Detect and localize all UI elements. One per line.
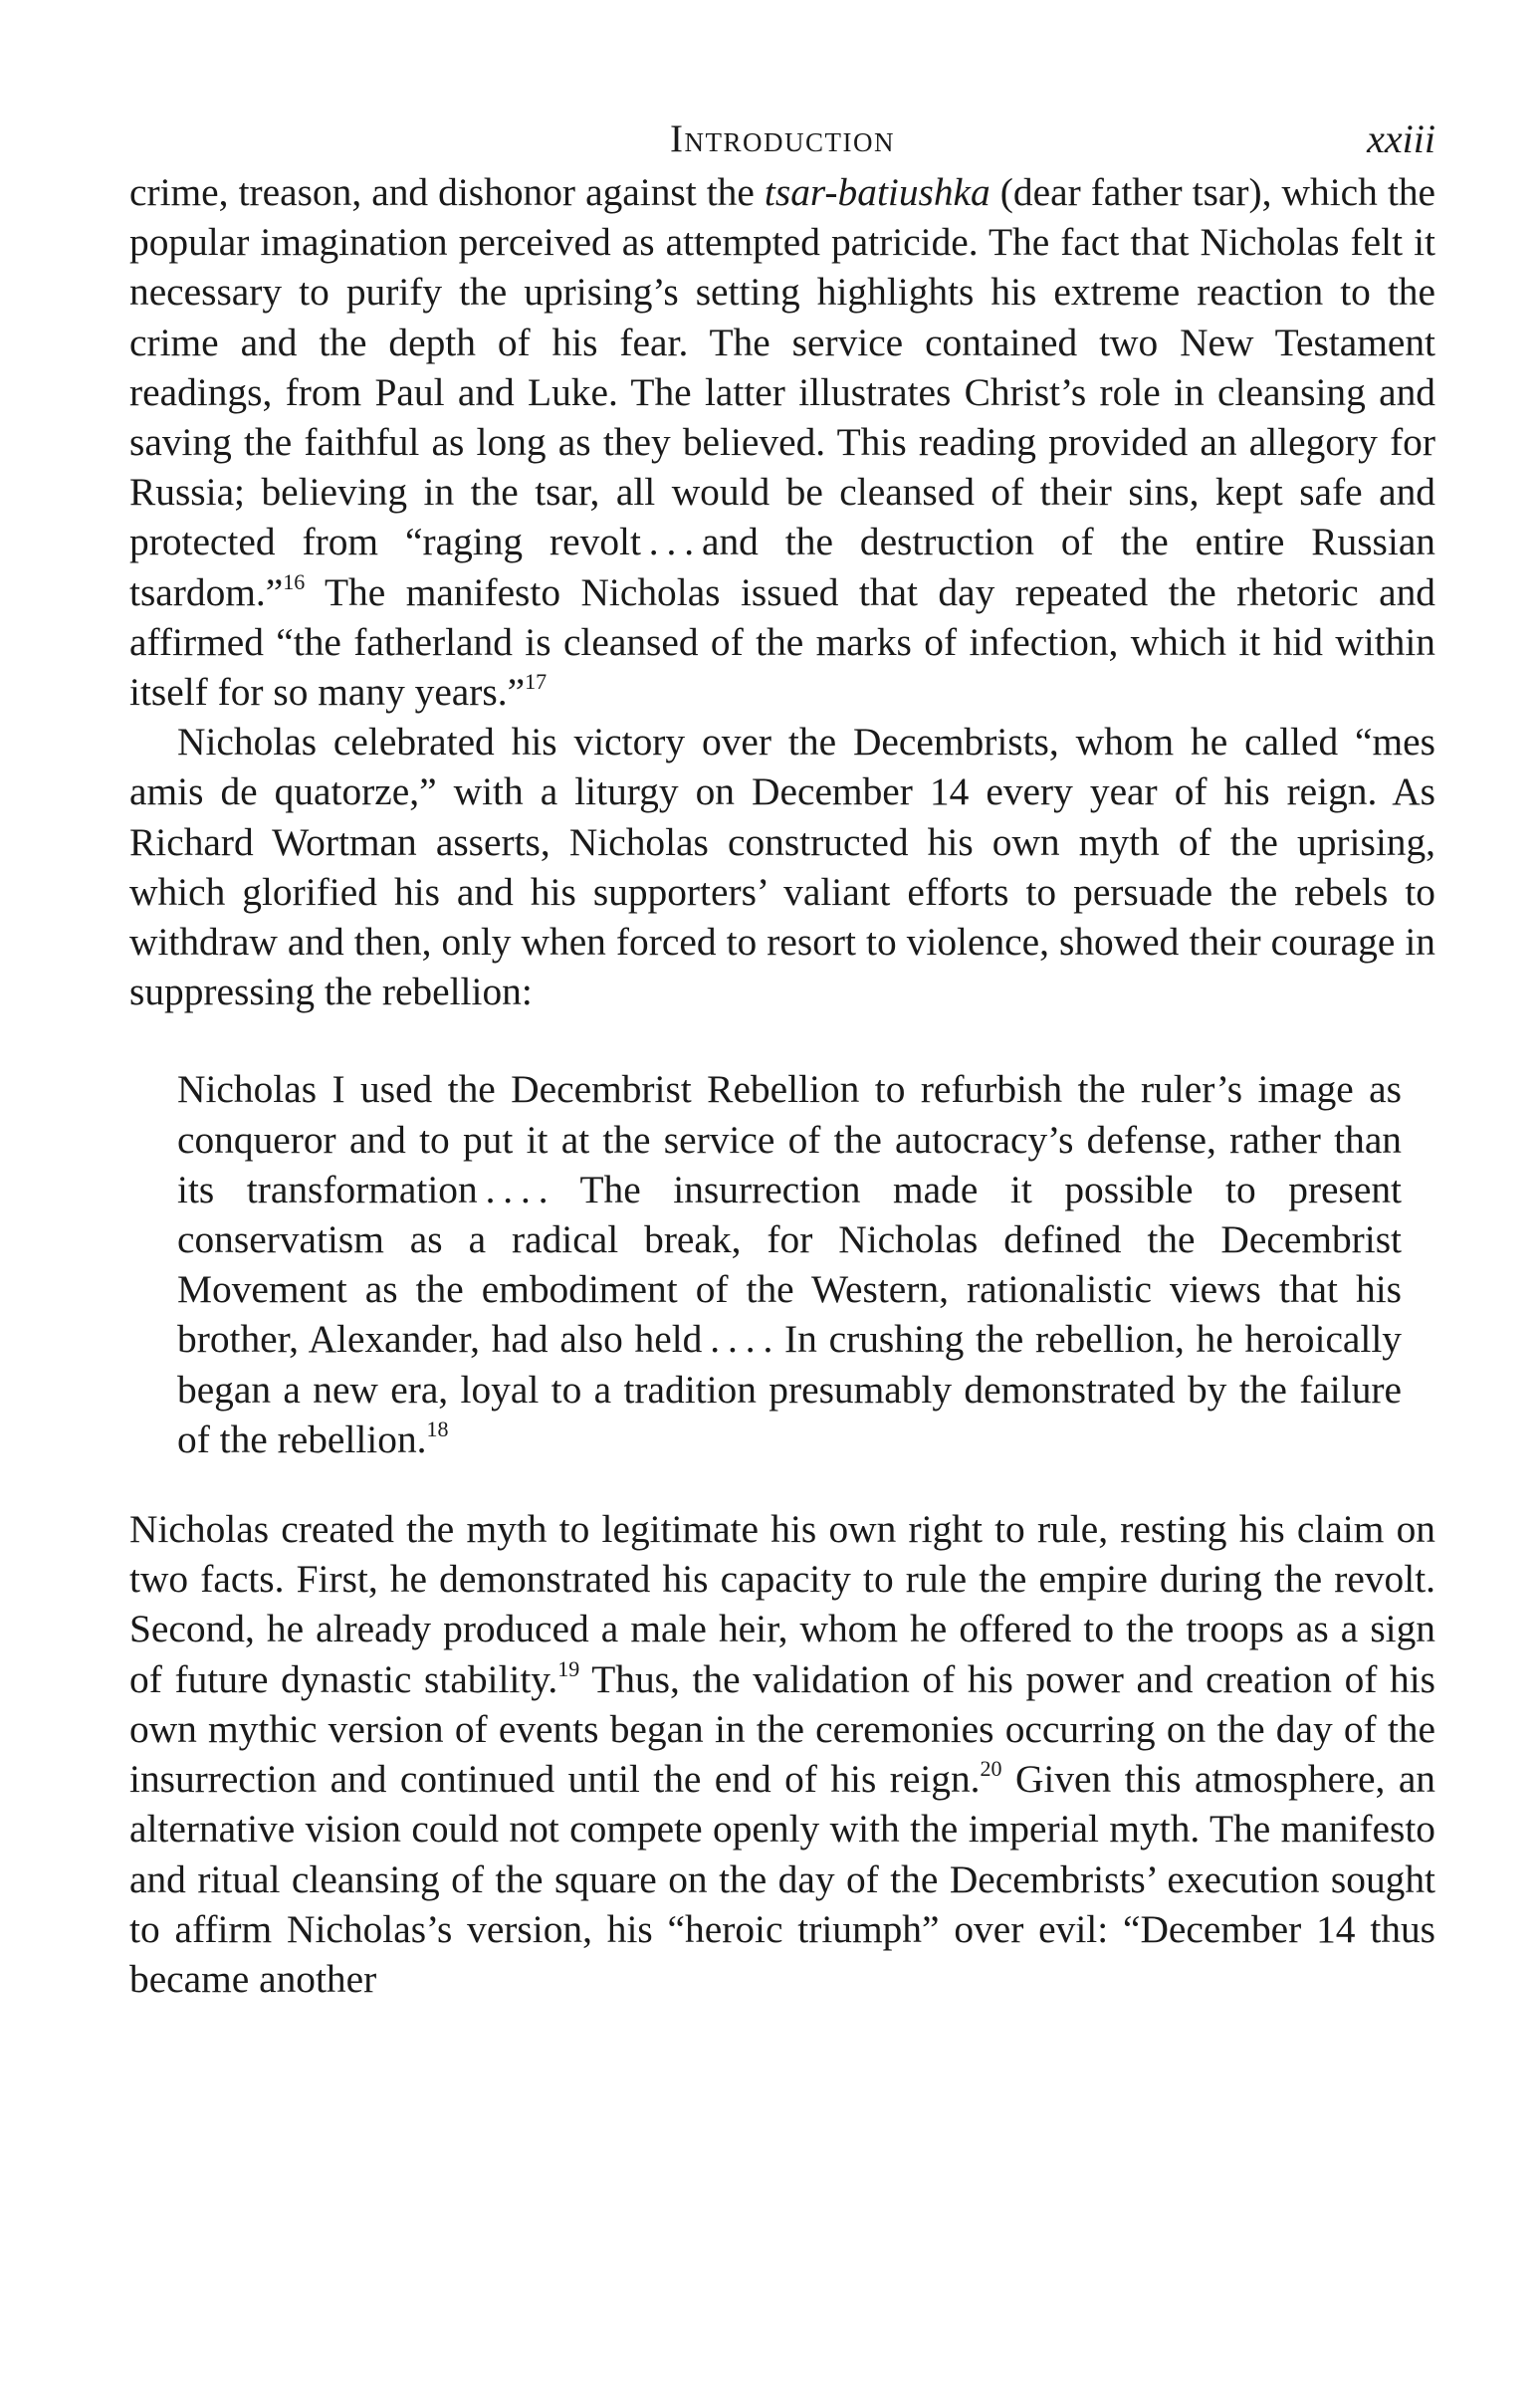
paragraph-1 xyxy=(129,167,1435,717)
footnote-marker-19: 19 xyxy=(557,1655,580,1681)
para2-text: Nicholas celebrated his victory over the Decembrists, whom he called “mes amis de quatorze,” with a liturgy on December 14 every year of his reign. As Richard Wortman asserts, Nicholas constructed his own myth of the uprising, which glorified his and his supporters’ valiant efforts to persuade the rebels to withdraw and then, only when forced to resort to violence, showed their courage in suppressing the rebellion: xyxy=(129,720,1435,1014)
para1-text-b: (dear father tsar), which the popular imagination perceived as attempted patricide. The fact that Nicholas felt it necessary to purify the uprising’s setting highlights his extreme reaction to the crime and the depth of his fear. The service contained two New Testament readings, from Paul and Luke. The latter illustrates Christ’s role in cleansing and saving the faithful as long as they believed. This reading provided an allegory for Russia; believing in the tsar, all would be cleansed of their sins, kept safe and protected from “raging revolt . . . and the destruction of the entire Russian tsardom.” xyxy=(129,170,1436,614)
block-quote xyxy=(177,1064,1402,1464)
page-header xyxy=(129,114,1435,164)
para3-text-c: Given this atmosphere, an alternative vision could not compete openly with the imperial myth. The manifesto and ritual cleansing of the square on the day of the Decembrists’ execution sought to affirm Nicholas’s version, his “heroic triumph” over evil: “December 14 thus became another xyxy=(129,1757,1435,2001)
quote-text: Nicholas I used the Decembrist Rebellion to refurbish the ruler’s image as conqueror and to put it at the service of the autocracy’s defense, rather than its transformation . . . . The insurrection made it possible to present conservatism as a radical break, for Nicholas defined the Decembrist Movement as the embodiment of the Western, rationalistic views that his brother, Alexander, had also held . . . . In crushing the rebellion, he heroically began a new era, loyal to a tradition presumably demonstrated by the failure of the rebellion. xyxy=(177,1067,1402,1461)
paragraph-3 xyxy=(129,1504,1435,2004)
para1-text-c: The manifesto Nicholas issued that day repeated the rhetoric and affirmed “the fatherland is cleansed of the marks of infection, which it hid within itself for so many years.” xyxy=(129,569,1435,715)
italic-term: tsar-batiushka xyxy=(764,170,990,214)
para1-text-a: crime, treason, and dishonor against the xyxy=(129,170,765,214)
footnote-marker-18: 18 xyxy=(426,1416,449,1441)
footnote-marker-20: 20 xyxy=(980,1756,1002,1782)
running-head: Introduction xyxy=(670,117,895,160)
page-number: xxiii xyxy=(1367,116,1435,161)
para3-text-b: Thus, the validation of his power and creation of his own mythic version of events began in the ceremonies occurring on the day of the insurrection and continued until the end of his reign. xyxy=(129,1656,1435,1802)
footnote-marker-16: 16 xyxy=(283,568,306,594)
para3-text-a: Nicholas created the myth to legitimate his own right to rule, resting his claim on two facts. First, he demonstrated his capacity to rule the empire during the revolt. Second, he already produced a male heir, whom he offered to the troops as a sign of future dynastic stability. xyxy=(129,1507,1435,1701)
paragraph-2 xyxy=(129,717,1435,1016)
footnote-marker-17: 17 xyxy=(525,669,548,695)
body-text xyxy=(129,167,1435,2004)
